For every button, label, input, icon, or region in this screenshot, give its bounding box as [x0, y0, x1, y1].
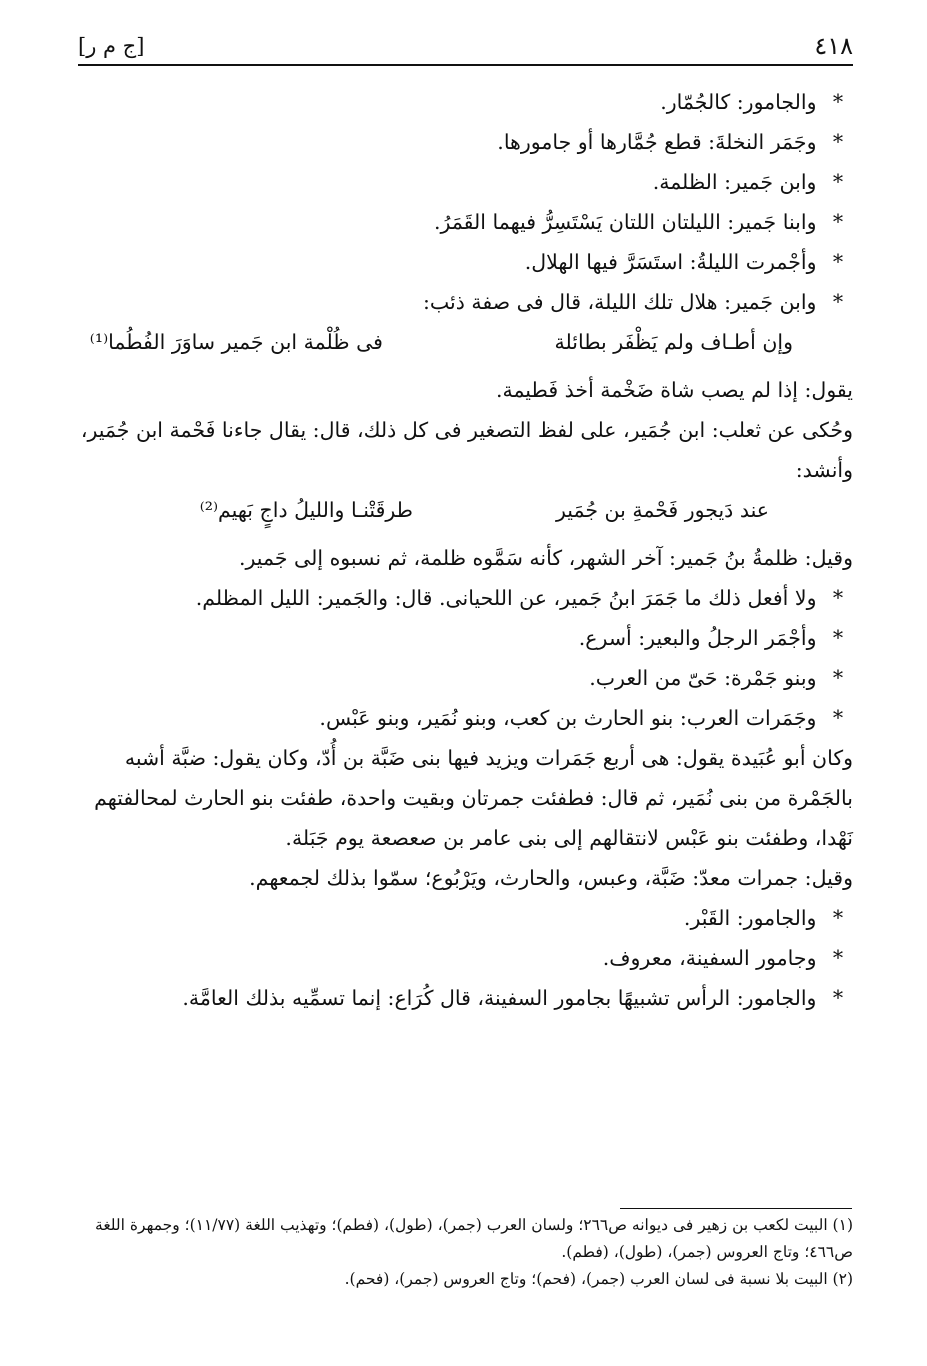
- asterisk-marker: *: [832, 666, 844, 690]
- asterisk-marker: *: [832, 250, 844, 274]
- paragraph: وقيل: ظلمةُ بنُ جَمير: آخر الشهر، كأنه سَمَّوه ظلمة، ثم نسبوه إلى جَمير.: [238, 546, 853, 570]
- footnotes: [78, 1212, 853, 1293]
- verse-second-hemistich: فى ظُلْمة ابن جَمير ساوَرَ الفُطُما⁽¹⁾: [89, 330, 383, 354]
- entry-text: ولا أفعل ذلك ما جَمَرَ ابنُ جَمير، عن اللحيانى. قال: والجَمير: الليل المظلم.: [195, 586, 817, 610]
- footnote: (٢) البيت بلا نسبة فى لسان العرب (جمر)، (فحم)؛ وتاج العروس (جمر)، (فحم).: [344, 1270, 853, 1288]
- asterisk-marker: *: [832, 170, 844, 194]
- entry: [78, 202, 853, 242]
- paragraph: وكان أبو عُبَيدة يقول: هى أربع جَمَرات ويزيد فيها بنى ضَبَّة بن أُدّ، وكان يقول: ضبَّة أشبه بالجَمْرة من بنى نُمَير، ثم قال: فطفئت جمرتان وبقيت واحدة، طفئت بنو الحارث لمحالفتهم نَهْدا، وطفئت بنو عَبْس لانتقالهم إلى بنى عامر بن صعصعة يوم جَبَلة.: [94, 746, 853, 850]
- footnote-divider: [620, 1208, 852, 1209]
- entry: [78, 282, 853, 322]
- asterisk-marker: *: [832, 130, 844, 154]
- entry: [78, 578, 853, 618]
- entry: [78, 978, 853, 1018]
- asterisk-marker: *: [832, 626, 844, 650]
- entry: [78, 898, 853, 938]
- entry: [78, 82, 853, 122]
- asterisk-marker: *: [832, 90, 844, 114]
- asterisk-marker: *: [832, 946, 844, 970]
- entry: [78, 162, 853, 202]
- entry-text: والجامور: كالجُمّار.: [660, 90, 817, 114]
- verse-first-hemistich: عند دَيجور فَحْمةِ بن جُمَير: [555, 498, 769, 522]
- paragraph: وحُكى عن ثعلب: ابن جُمَير، على لفظ التصغير فى كل ذلك، قال: يقال جاءنا فَحْمة ابن جُمَير، وأنشد:: [80, 418, 853, 482]
- asterisk-marker: *: [832, 210, 844, 234]
- entry-text: وأجْمرت الليلةُ: استَسَرَّ فيها الهلال.: [524, 250, 817, 274]
- entry-text: والجامور: القَبْر.: [683, 906, 817, 930]
- entry-text: والجامور: الرأس تشبيهًا بجامور السفينة، قال كُرَاع: إنما تسمِّيه بذلك العامَّة.: [182, 986, 817, 1010]
- poetry-verse: [78, 322, 853, 370]
- main-text: [78, 82, 853, 1018]
- entry-text: وبنو جَمْرة: حَىّ من العرب.: [589, 666, 817, 690]
- root-label: [ج م ر]: [78, 34, 145, 58]
- footnote: (١) البيت لكعب بن زهير فى ديوانه ص٢٦٦؛ ولسان العرب (جمر)، (طول)، (فطم)؛ وتهذيب اللغة (١١/٧٧)؛ وجمهرة اللغة ص٤٦٦؛ وتاج العروس (جمر)، (طول)، (فطم).: [95, 1216, 853, 1261]
- entry-text: وابن جَمير: هلال تلك الليلة، قال فى صفة ذئب:: [423, 290, 817, 314]
- entry: [78, 242, 853, 282]
- entry-text: وجَمَرات العرب: بنو الحارث بن كعب، وبنو نُمَير، وبنو عَبْس.: [319, 706, 817, 730]
- asterisk-marker: *: [832, 906, 844, 930]
- paragraph: وقيل: جمرات معدّ: ضَبَّة، وعبس، والحارث، ويَرْبُوع؛ سمّوا بذلك لجمعهم.: [249, 866, 853, 890]
- verse-first-hemistich: وإن أطـاف ولم يَظْفَر بطائلة: [554, 330, 793, 354]
- entry-text: وابنا جَمير: الليلتان اللتان يَسْتَسِرُّ فيهما القَمَرُ.: [434, 210, 817, 234]
- entry-text: وجامور السفينة، معروف.: [602, 946, 817, 970]
- entry: [78, 122, 853, 162]
- verse-second-hemistich: طرقَتْنـا والليلُ داجٍ بَهيم⁽²⁾: [199, 498, 413, 522]
- entry: [78, 618, 853, 658]
- entry-text: وجَمَر النخلةَ: قطع جُمَّارها أو جامورها.: [497, 130, 817, 154]
- poetry-verse: [78, 490, 853, 538]
- page-number: ٤١٨: [814, 32, 853, 60]
- asterisk-marker: *: [832, 986, 844, 1010]
- entry-text: وابن جَمير: الظلمة.: [652, 170, 817, 194]
- paragraph: يقول: إذا لم يصب شاة ضَخْمة أخذ فَطيمة.: [495, 378, 853, 402]
- page-header: [78, 30, 853, 66]
- entry: [78, 938, 853, 978]
- asterisk-marker: *: [832, 290, 844, 314]
- entry: [78, 698, 853, 738]
- entry: [78, 658, 853, 698]
- asterisk-marker: *: [832, 706, 844, 730]
- asterisk-marker: *: [832, 586, 844, 610]
- entry-text: وأجْمَر الرجلُ والبعير: أسرع.: [578, 626, 817, 650]
